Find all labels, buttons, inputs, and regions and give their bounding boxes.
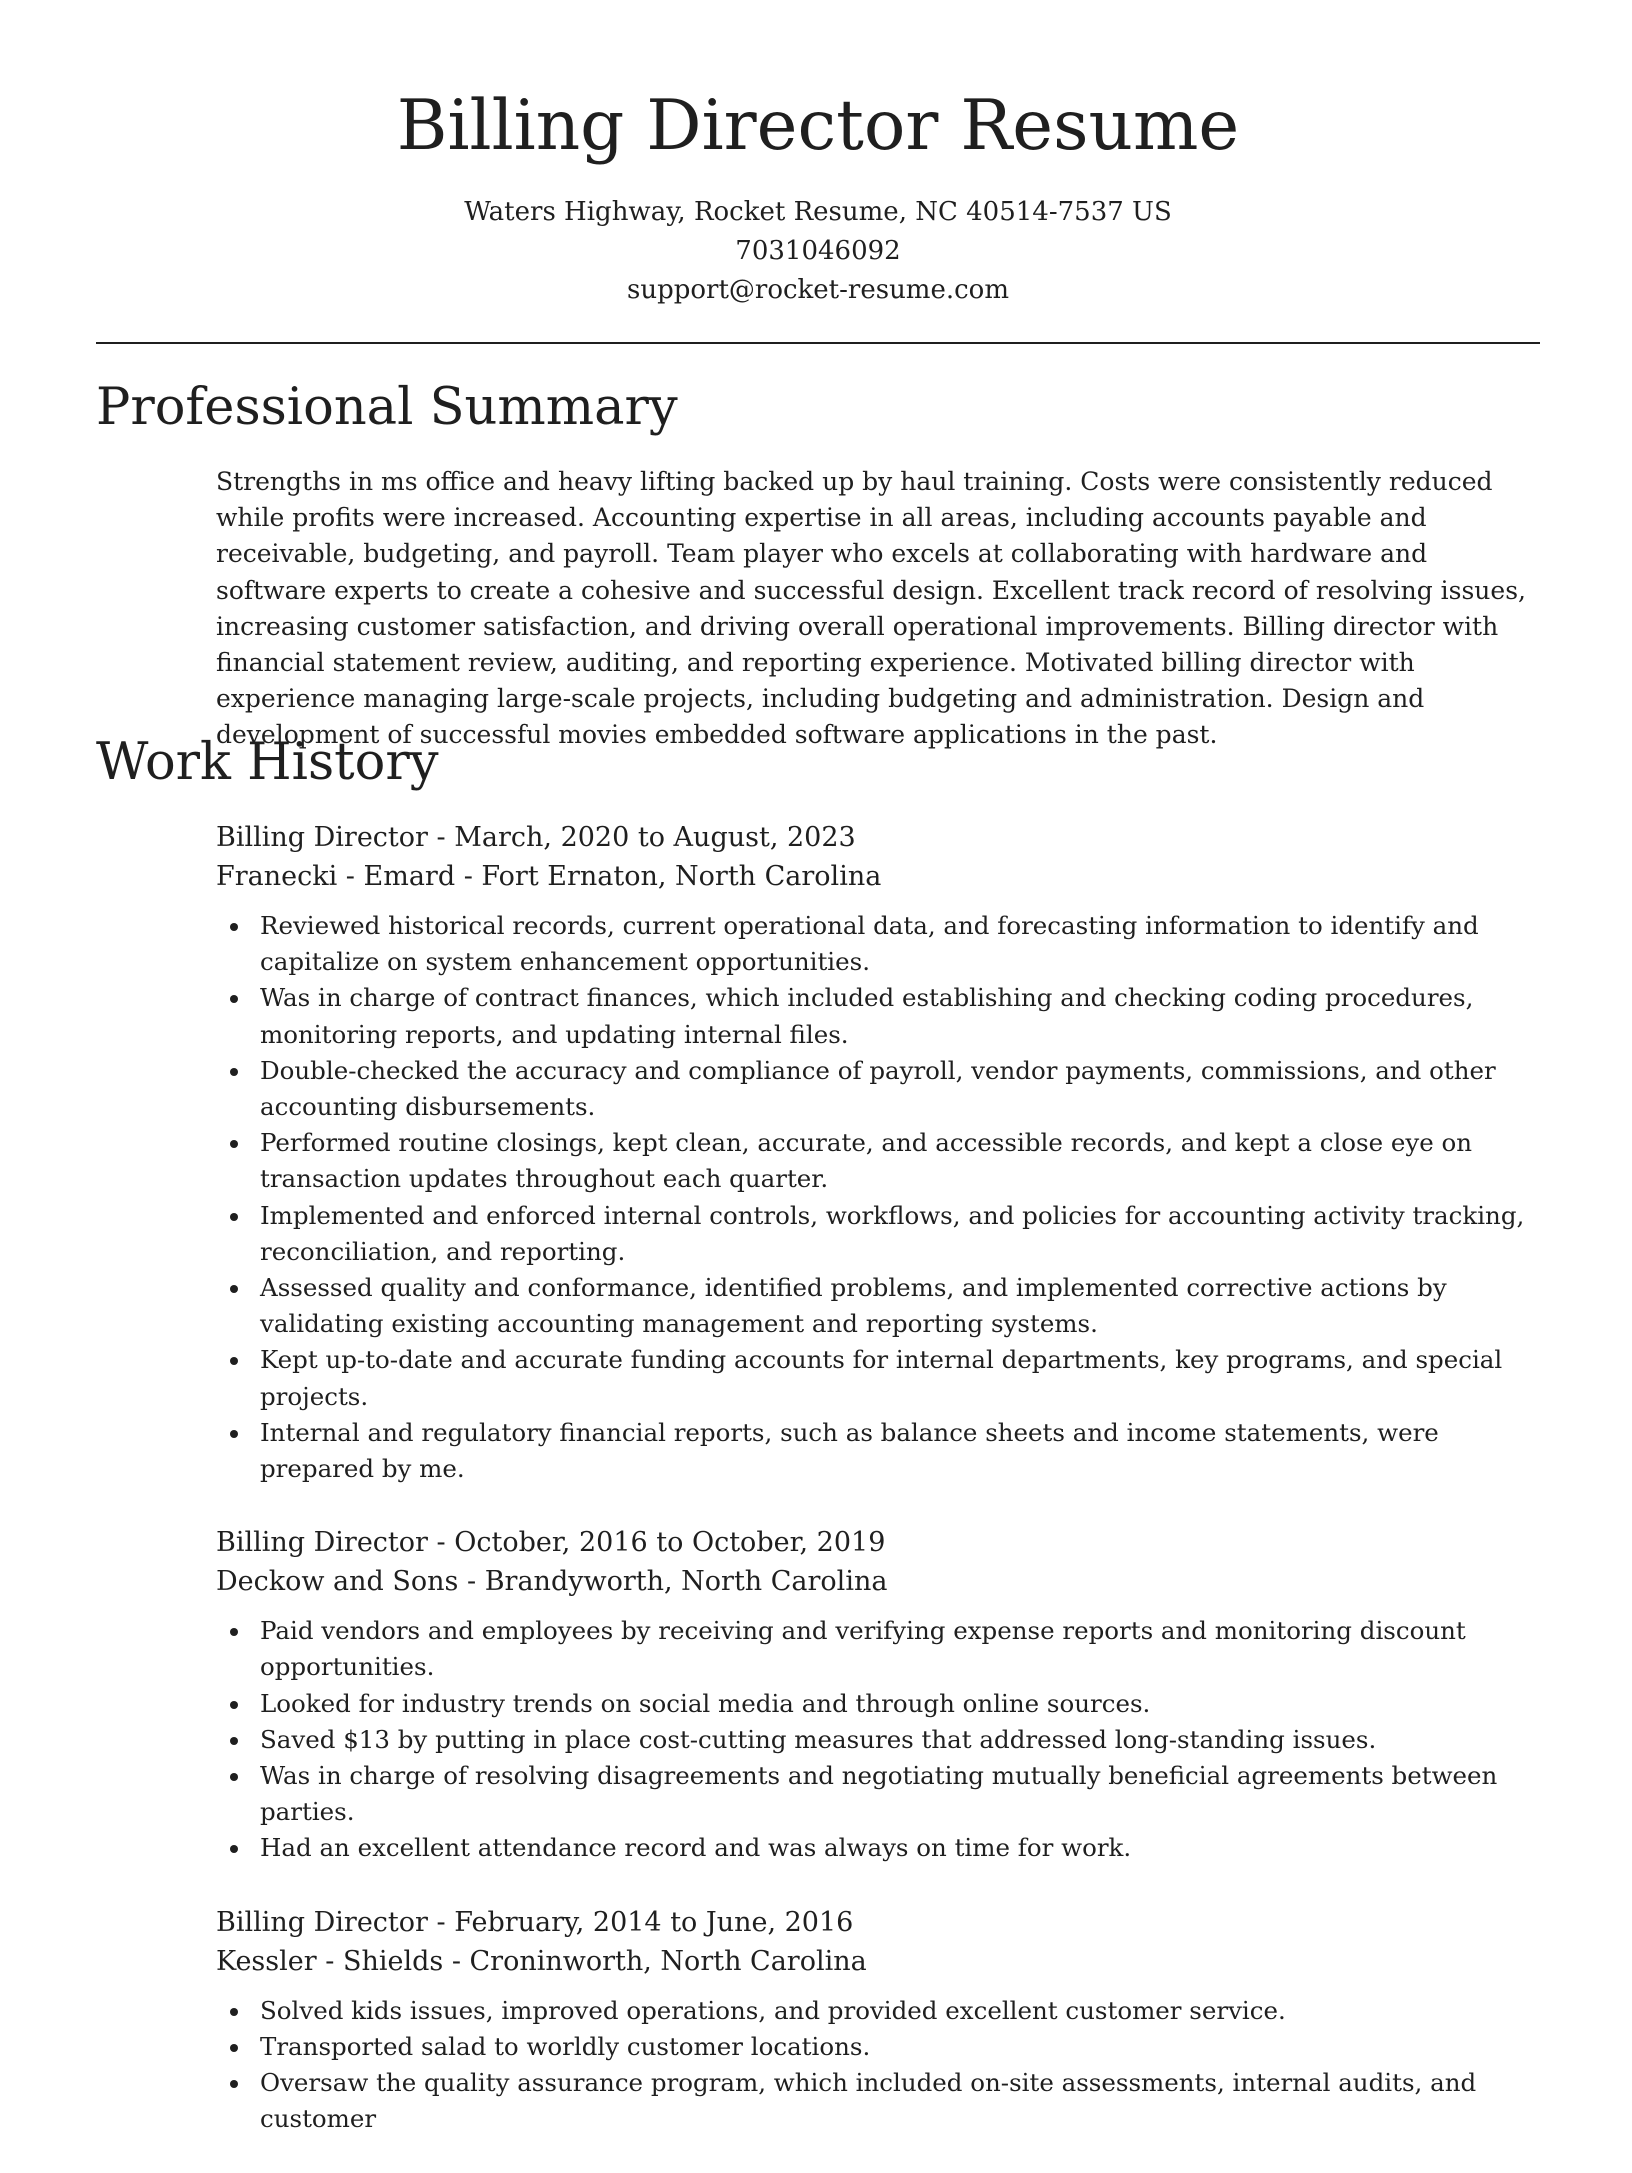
job-bullets (216, 1613, 1542, 1866)
job-title-line (216, 1523, 1542, 1562)
job-title: Billing Director (216, 822, 428, 853)
job-entry (216, 818, 1542, 1487)
summary-text: Strengths in ms office and heavy lifting backed up by haul training. Costs were consistently reduced while profits were increased. Accounting expertise in all areas, including accounts payable and receivable, budgeting, and payroll. Team player who excels at collaborating with hardware and software experts to create a cohesive and successful design. Excellent track record of resolving issues, increasing customer satisfaction, and driving overall operational improvements. Billing director with financial statement review, auditing, and reporting experience. Motivated billing director with experience managing large-scale projects, including budgeting and administration. Design and development of successful movies embedded software applications in the past. (216, 467, 1526, 750)
contact-block (96, 193, 1540, 310)
bullet-item: Kept up-to-date and accurate funding accounts for internal departments, key programs, and special projects. (216, 1342, 1542, 1414)
job-dates: - February, 2014 to June, 2016 (427, 1906, 854, 1938)
contact-address: Waters Highway, Rocket Resume, NC 40514-7537 US (464, 197, 1172, 227)
bullet-item: Solved kids issues, improved operations, and provided excellent customer service. (216, 1993, 1542, 2029)
bullet-item: Looked for industry trends on social media and through online sources. (216, 1686, 1542, 1722)
job-company: Franecki - Emard (216, 861, 456, 892)
job-bullets (216, 908, 1542, 1487)
bullet-item: Transported salad to worldly customer locations. (216, 2029, 1542, 2065)
work-history (216, 818, 1542, 2173)
job-title-line (216, 1903, 1542, 1942)
bullet-item: Reviewed historical records, current operational data, and forecasting information to identify and capitalize on system enhancement opportunities. (216, 908, 1542, 980)
bullet-item: Paid vendors and employees by receiving and verifying expense reports and monitoring discount opportunities. (216, 1613, 1542, 1685)
job-location: - Fort Ernaton, North Carolina (455, 861, 882, 892)
job-location: - Croninworth, North Carolina (443, 1945, 867, 1977)
job-title: Billing Director (216, 1527, 428, 1559)
job-dates: - October, 2016 to October, 2019 (427, 1527, 886, 1559)
summary-heading: Professional Summary (96, 378, 678, 437)
bullet-item: Assessed quality and conformance, identified problems, and implemented corrective actions by validating existing accounting management and reporting systems. (216, 1270, 1542, 1342)
resume-title: Billing Director Resume (396, 86, 1240, 166)
job-company-line (216, 1942, 1542, 1981)
job-location: - Brandyworth, North Carolina (458, 1566, 888, 1598)
job-bullets (216, 1993, 1542, 2138)
bullet-item: Internal and regulatory financial reports, such as balance sheets and income statements, were prepared by me. (216, 1415, 1542, 1487)
bullet-item: Had an excellent attendance record and was always on time for work. (216, 1830, 1542, 1866)
contact-phone: 7031046092 (735, 236, 901, 266)
job-title: Billing Director (216, 1906, 428, 1938)
bullet-item: Saved $13 by putting in place cost-cutting measures that addressed long-standing issues. (216, 1722, 1542, 1758)
bullet-item: Implemented and enforced internal controls, workflows, and policies for accounting activity tracking, reconciliation, and reporting. (216, 1198, 1542, 1270)
bullet-item: Oversaw the quality assurance program, which included on-site assessments, internal audits, and customer (216, 2065, 1542, 2137)
bullet-item: Performed routine closings, kept clean, accurate, and accessible records, and kept a close eye on transaction updates throughout each quarter. (216, 1125, 1542, 1197)
job-title-line (216, 818, 1542, 857)
bullet-item: Was in charge of resolving disagreements and negotiating mutually beneficial agreements between parties. (216, 1758, 1542, 1830)
contact-email: support@rocket-resume.com (626, 275, 1009, 305)
job-company-line (216, 1562, 1542, 1601)
job-company: Kessler - Shields (216, 1945, 444, 1977)
job-dates: - March, 2020 to August, 2023 (427, 822, 856, 853)
work-history-heading: Work History (96, 733, 439, 792)
job-company-line (216, 857, 1542, 896)
header-divider (96, 342, 1540, 344)
bullet-item: Was in charge of contract finances, which included establishing and checking coding procedures, monitoring reports, and updating internal files. (216, 980, 1542, 1052)
job-entry (216, 1903, 1542, 2138)
bullet-item: Double-checked the accuracy and compliance of payroll, vendor payments, commissions, and other accounting disbursements. (216, 1053, 1542, 1125)
job-company: Deckow and Sons (216, 1566, 459, 1598)
job-entry (216, 1523, 1542, 1866)
